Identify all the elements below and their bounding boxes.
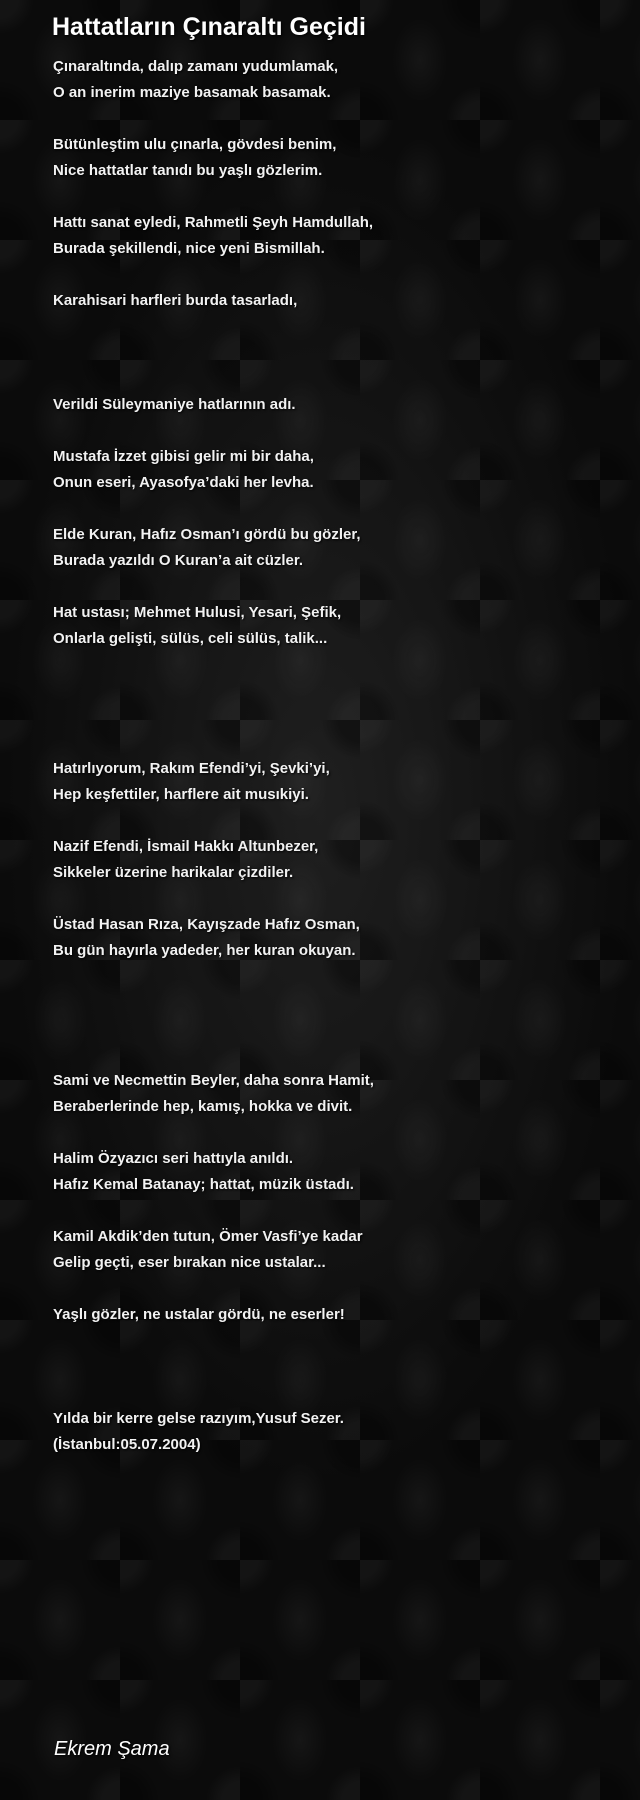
stanza-break xyxy=(53,652,623,678)
stanza-break xyxy=(53,574,623,600)
poem-line: (İstanbul:05.07.2004) xyxy=(53,1436,201,1453)
poem-line: Verildi Süleymaniye hatlarının adı. xyxy=(53,396,296,413)
poem-line: O an inerim maziye basamak basamak. xyxy=(53,84,331,101)
stanza-break xyxy=(53,184,623,210)
stanza-break xyxy=(53,106,623,132)
poem-line: Karahisari harfleri burda tasarladı, xyxy=(53,292,298,309)
poem-line: Çınaraltında, dalıp zamanı yudumlamak, xyxy=(53,58,339,75)
stanza-break xyxy=(53,964,623,990)
stanza-break xyxy=(53,1380,623,1406)
poem-line: Hafız Kemal Batanay; hattat, müzik üstadı. xyxy=(53,1176,354,1193)
poem-line: Burada şekillendi, nice yeni Bismillah. xyxy=(53,240,325,257)
poem-line: Hattı sanat eyledi, Rahmetli Şeyh Hamdullah, xyxy=(53,214,374,231)
stanza-break xyxy=(53,1198,623,1224)
poem-line: Halim Özyazıcı seri hattıyla anıldı. xyxy=(53,1150,294,1167)
poem-line: Kamil Akdik’den tutun, Ömer Vasfi’ye kadar xyxy=(53,1228,363,1245)
stanza-break xyxy=(53,1120,623,1146)
poem-line: Hat ustası; Mehmet Hulusi, Yesari, Şefik, xyxy=(53,604,342,621)
poem-line: Bu gün hayırla yadeder, her kuran okuyan. xyxy=(53,942,356,959)
poem-line: Yılda bir kerre gelse razıyım,Yusuf Sezer. xyxy=(53,1410,344,1427)
poem-line: Üstad Hasan Rıza, Kayışzade Hafız Osman, xyxy=(53,916,360,933)
stanza-break xyxy=(53,1276,623,1302)
stanza-break xyxy=(53,678,623,704)
stanza-break xyxy=(53,1016,623,1042)
poem-line: Onun eseri, Ayasofya’daki her levha. xyxy=(53,474,314,491)
poem-line: Nazif Efendi, İsmail Hakkı Altunbezer, xyxy=(53,838,319,855)
stanza-break xyxy=(53,366,623,392)
poem-line: Burada yazıldı O Kuran’a ait cüzler. xyxy=(53,552,304,569)
poem-body xyxy=(53,54,623,1458)
poem-line: Hep keşfettiler, harflere ait musıkiyi. xyxy=(53,786,309,803)
poem-line: Yaşlı gözler, ne ustalar gördü, ne eserler! xyxy=(53,1306,345,1323)
stanza-break xyxy=(53,886,623,912)
poem-line: Nice hattatlar tanıdı bu yaşlı gözlerim. xyxy=(53,162,323,179)
poem-title: Hattatların Çınaraltı Geçidi xyxy=(52,13,366,41)
stanza-break xyxy=(53,990,623,1016)
poem-author: Ekrem Şama xyxy=(54,1738,170,1760)
poem-line: Elde Kuran, Hafız Osman’ı gördü bu gözler, xyxy=(53,526,361,543)
stanza-break xyxy=(53,418,623,444)
stanza-break xyxy=(53,704,623,730)
stanza-break xyxy=(53,262,623,288)
stanza-break xyxy=(53,496,623,522)
poem-line: Bütünleştim ulu çınarla, gövdesi benim, xyxy=(53,136,337,153)
stanza-break xyxy=(53,808,623,834)
poem-line: Onlarla gelişti, sülüs, celi sülüs, talik... xyxy=(53,630,328,647)
poem-line: Mustafa İzzet gibisi gelir mi bir daha, xyxy=(53,448,314,465)
stanza-break xyxy=(53,1042,623,1068)
stanza-break xyxy=(53,1328,623,1354)
poem-line: Sikkeler üzerine harikalar çizdiler. xyxy=(53,864,294,881)
stanza-break xyxy=(53,314,623,340)
poem-line: Hatırlıyorum, Rakım Efendi’yi, Şevki’yi, xyxy=(53,760,330,777)
poem-line: Sami ve Necmettin Beyler, daha sonra Hamit, xyxy=(53,1072,374,1089)
stanza-break xyxy=(53,340,623,366)
stanza-break xyxy=(53,730,623,756)
poem-line: Gelip geçti, eser bırakan nice ustalar... xyxy=(53,1254,326,1271)
stanza-break xyxy=(53,1354,623,1380)
poem-line: Beraberlerinde hep, kamış, hokka ve divit. xyxy=(53,1098,353,1115)
